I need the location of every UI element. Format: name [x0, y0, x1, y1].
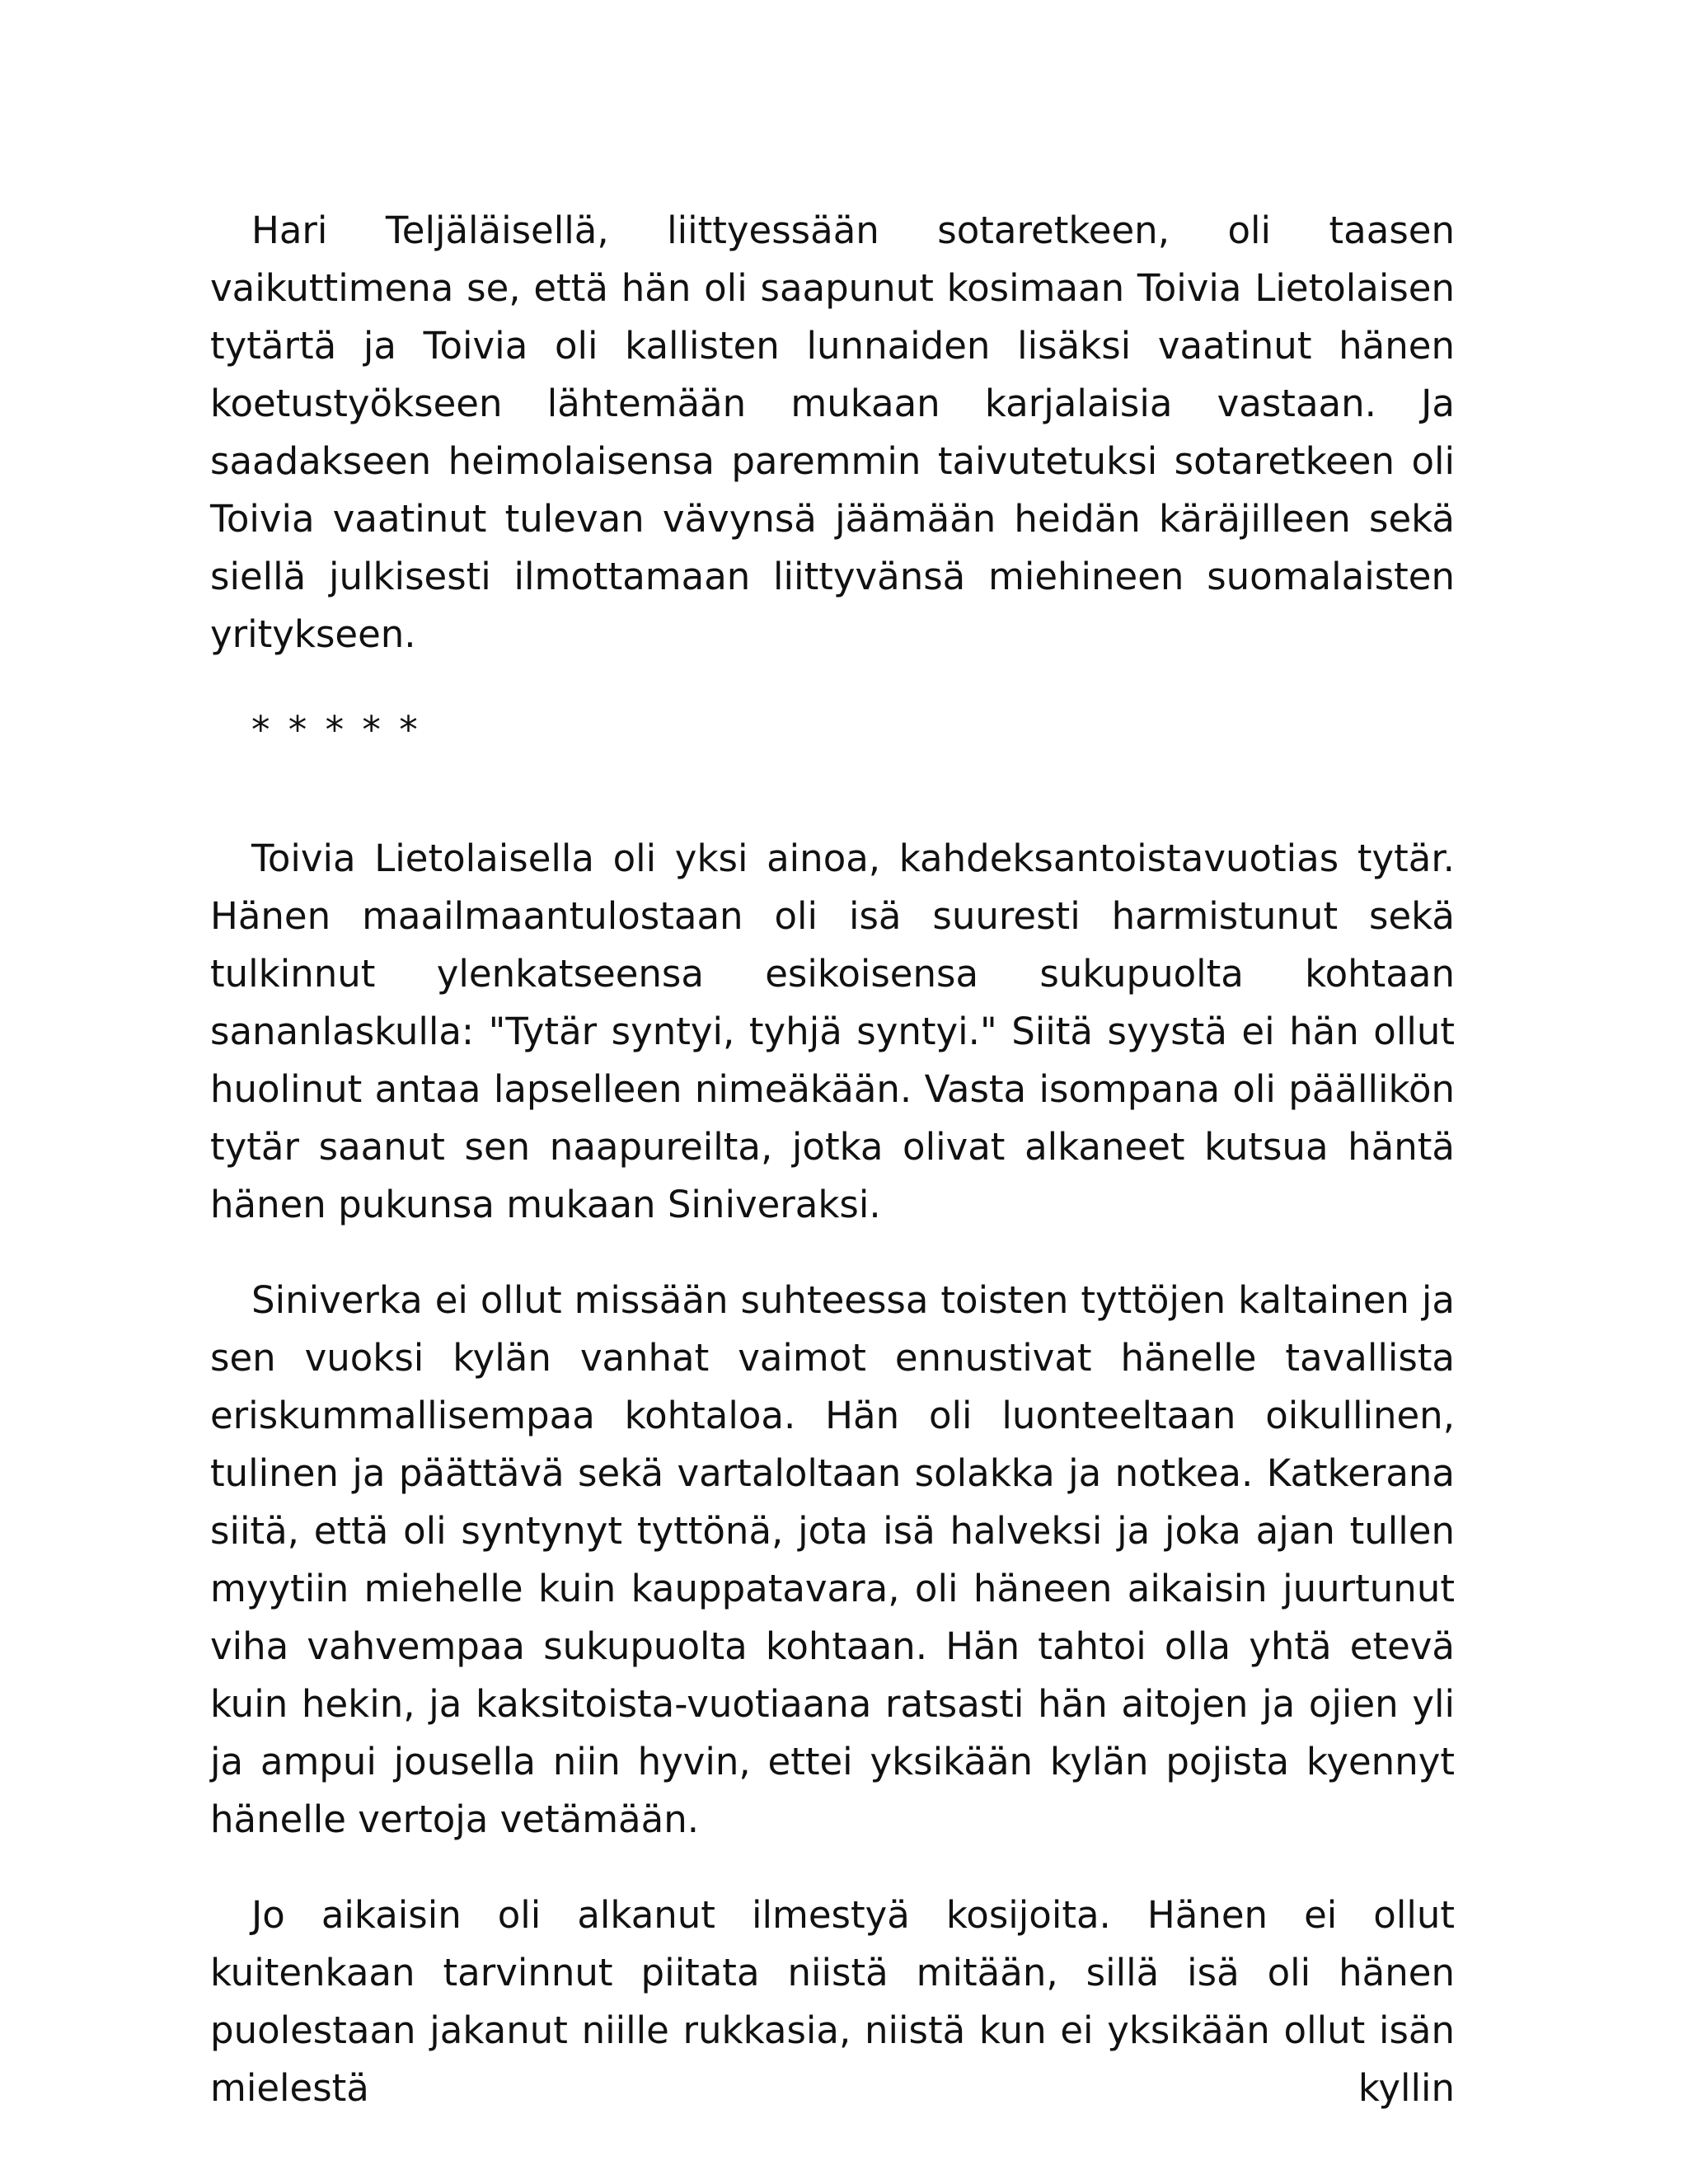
section-separator: * * * * * — [251, 708, 421, 752]
paragraph-3: Siniverka ei ollut missään suhteessa toisten tyttöjen kaltainen ja sen vuoksi kylän vanhat vaimot ennustivat hänelle tavallista eriskummallisempaa kohtaloa. Hän oli luonteeltaan oikullinen, tulinen ja päättävä sekä vartaloltaan solakka ja notkea. Katkerana siitä, että oli syntynyt tyttönä, jota isä halveksi ja joka ajan tullen myytiin miehelle kuin kauppatavara, oli häneen aikaisin juurtunut viha vahvempaa sukupuolta kohtaan. Hän tahtoi olla yhtä etevä kuin hekin, ja kaksitoista-vuotiaana ratsasti hän aitojen ja ojien yli ja ampui jousella niin hyvin, ettei yksikään kylän pojista kyennyt hänelle vertoja vetämään. — [210, 1278, 1455, 1841]
separator-spacing — [210, 797, 1455, 830]
paragraph-1: Hari Teljäläisellä, liittyessään sotaretkeen, oli taasen vaikuttimena se, että hän oli saapunut kosimaan Toivia Lietolaisen tytärtä ja Toivia oli kallisten lunnaiden lisäksi vaatinut hänen koetustyökseen lähtemään mukaan karjalaisia vastaan. Ja saadakseen heimolaisensa paremmin taivutetuksi sotaretkeen oli Toivia vaatinut tulevan vävynsä jäämään heidän käräjilleen sekä siellä julkisesti ilmottamaan liittyvänsä miehineen suomalaisten yritykseen. — [210, 209, 1455, 656]
paragraph-2: Toivia Lietolaisella oli yksi ainoa, kahdeksantoistavuotias tytär. Hänen maailmaantulostaan oli isä suuresti harmistunut sekä tulkinnut ylenkatseensa esikoisensa sukupuolta kohtaan sananlaskulla: "Tytär syntyi, tyhjä syntyi." Siitä syystä ei hän ollut huolinut antaa lapselleen nimeäkään. Vasta isompana oli päällikön tytär saanut sen naapureilta, jotka olivat alkaneet kutsua häntä hänen pukunsa mukaan Siniveraksi. — [210, 837, 1455, 1226]
body-text — [210, 202, 1455, 2117]
paragraph-4: Jo aikaisin oli alkanut ilmestyä kosijoita. Hänen ei ollut kuitenkaan tarvinnut piitata niistä mitään, sillä isä oli hänen puolestaan jakanut niille rukkasia, niistä kun ei yksikään ollut isän mielestä kyllin — [210, 1893, 1455, 2110]
